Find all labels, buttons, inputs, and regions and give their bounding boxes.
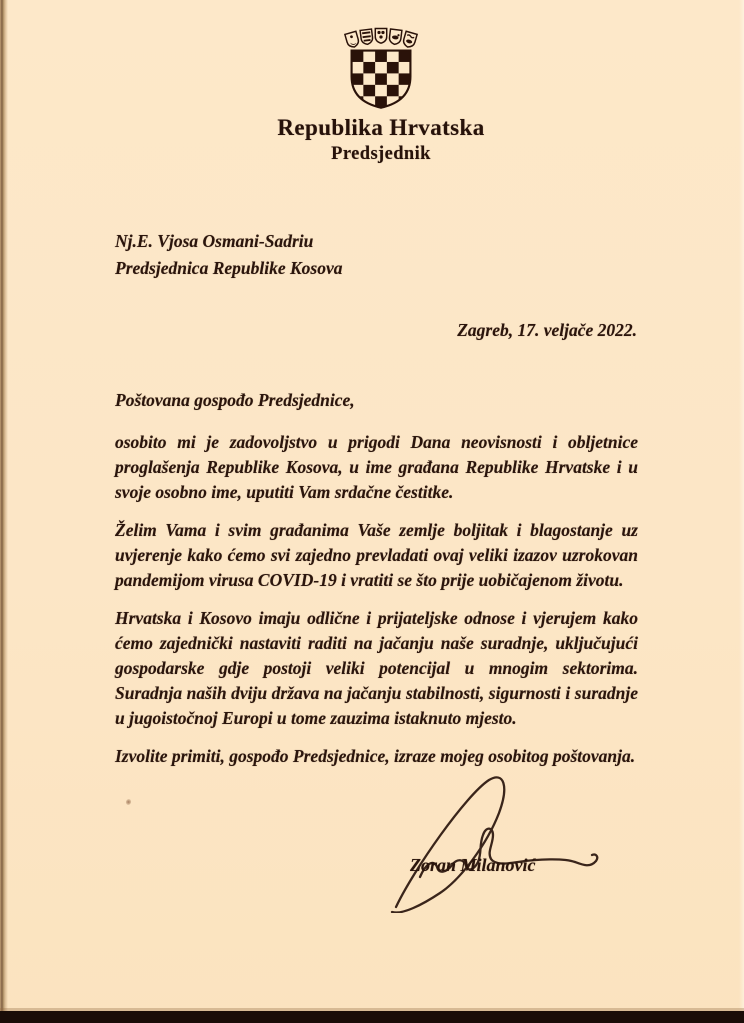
recipient-name: Nj.E. Vjosa Osmani-Sadriu xyxy=(115,231,314,251)
scan-edge-right-highlight xyxy=(739,0,744,1011)
ink-speck xyxy=(125,798,132,805)
letterhead-subtitle: Predsjednik xyxy=(331,144,431,164)
paragraph-2: Želim Vama i svim građanima Vaše zemlje boljitak i blagostanje uz uvjerenje kako ćemo svi zajedno prevladati ovaj veliki izazov uzrokovan pandemijom virusa COVID-19 i vratiti se što prije uobičajenom životu. xyxy=(115,520,638,590)
paragraph-1: osobito mi je zadovoljstvo u prigodi Dana neovisnosti i obljetnice proglašenja Republike Kosova, u ime građana Republike Hrvatske i u svoje osobno ime, uputiti Vam srdačne čestitke. xyxy=(115,432,638,502)
letterhead xyxy=(0,26,744,165)
closing-line: Izvolite primiti, gospođo Predsjednice, izraze mojeg osobitog poštovanja. xyxy=(115,746,636,766)
scan-edge-left-shadow xyxy=(0,0,8,1011)
letterhead-title: Republika Hrvatska xyxy=(277,115,485,140)
croatia-coat-of-arms-icon xyxy=(340,26,422,111)
handwritten-signature-icon xyxy=(368,773,600,913)
letter-body xyxy=(115,388,638,769)
paragraph-3: Hrvatska i Kosovo imaju odlične i prijateljske odnose i vjerujem kako ćemo zajednički nastaviti raditi na jačanju naše suradnje, uključujući gospodarske gdje postoji veliki potencijal u mnogim sektorima. Suradnja naših dviju država na jačanju stabilnosti, sigurnosti i suradnje u jugoistočnoj Europi u tome zauzima istaknuto mjesto. xyxy=(115,608,638,728)
dateline: Zagreb, 17. veljače 2022. xyxy=(457,320,637,340)
signature-name: Zoran Milanović xyxy=(410,855,536,875)
signature-block xyxy=(368,773,600,913)
recipient-block xyxy=(115,228,342,282)
recipient-title: Predsjednica Republike Kosova xyxy=(115,258,343,278)
scan-bottom-bar xyxy=(0,1011,744,1023)
salutation: Poštovana gospođo Predsjednice, xyxy=(115,390,355,410)
